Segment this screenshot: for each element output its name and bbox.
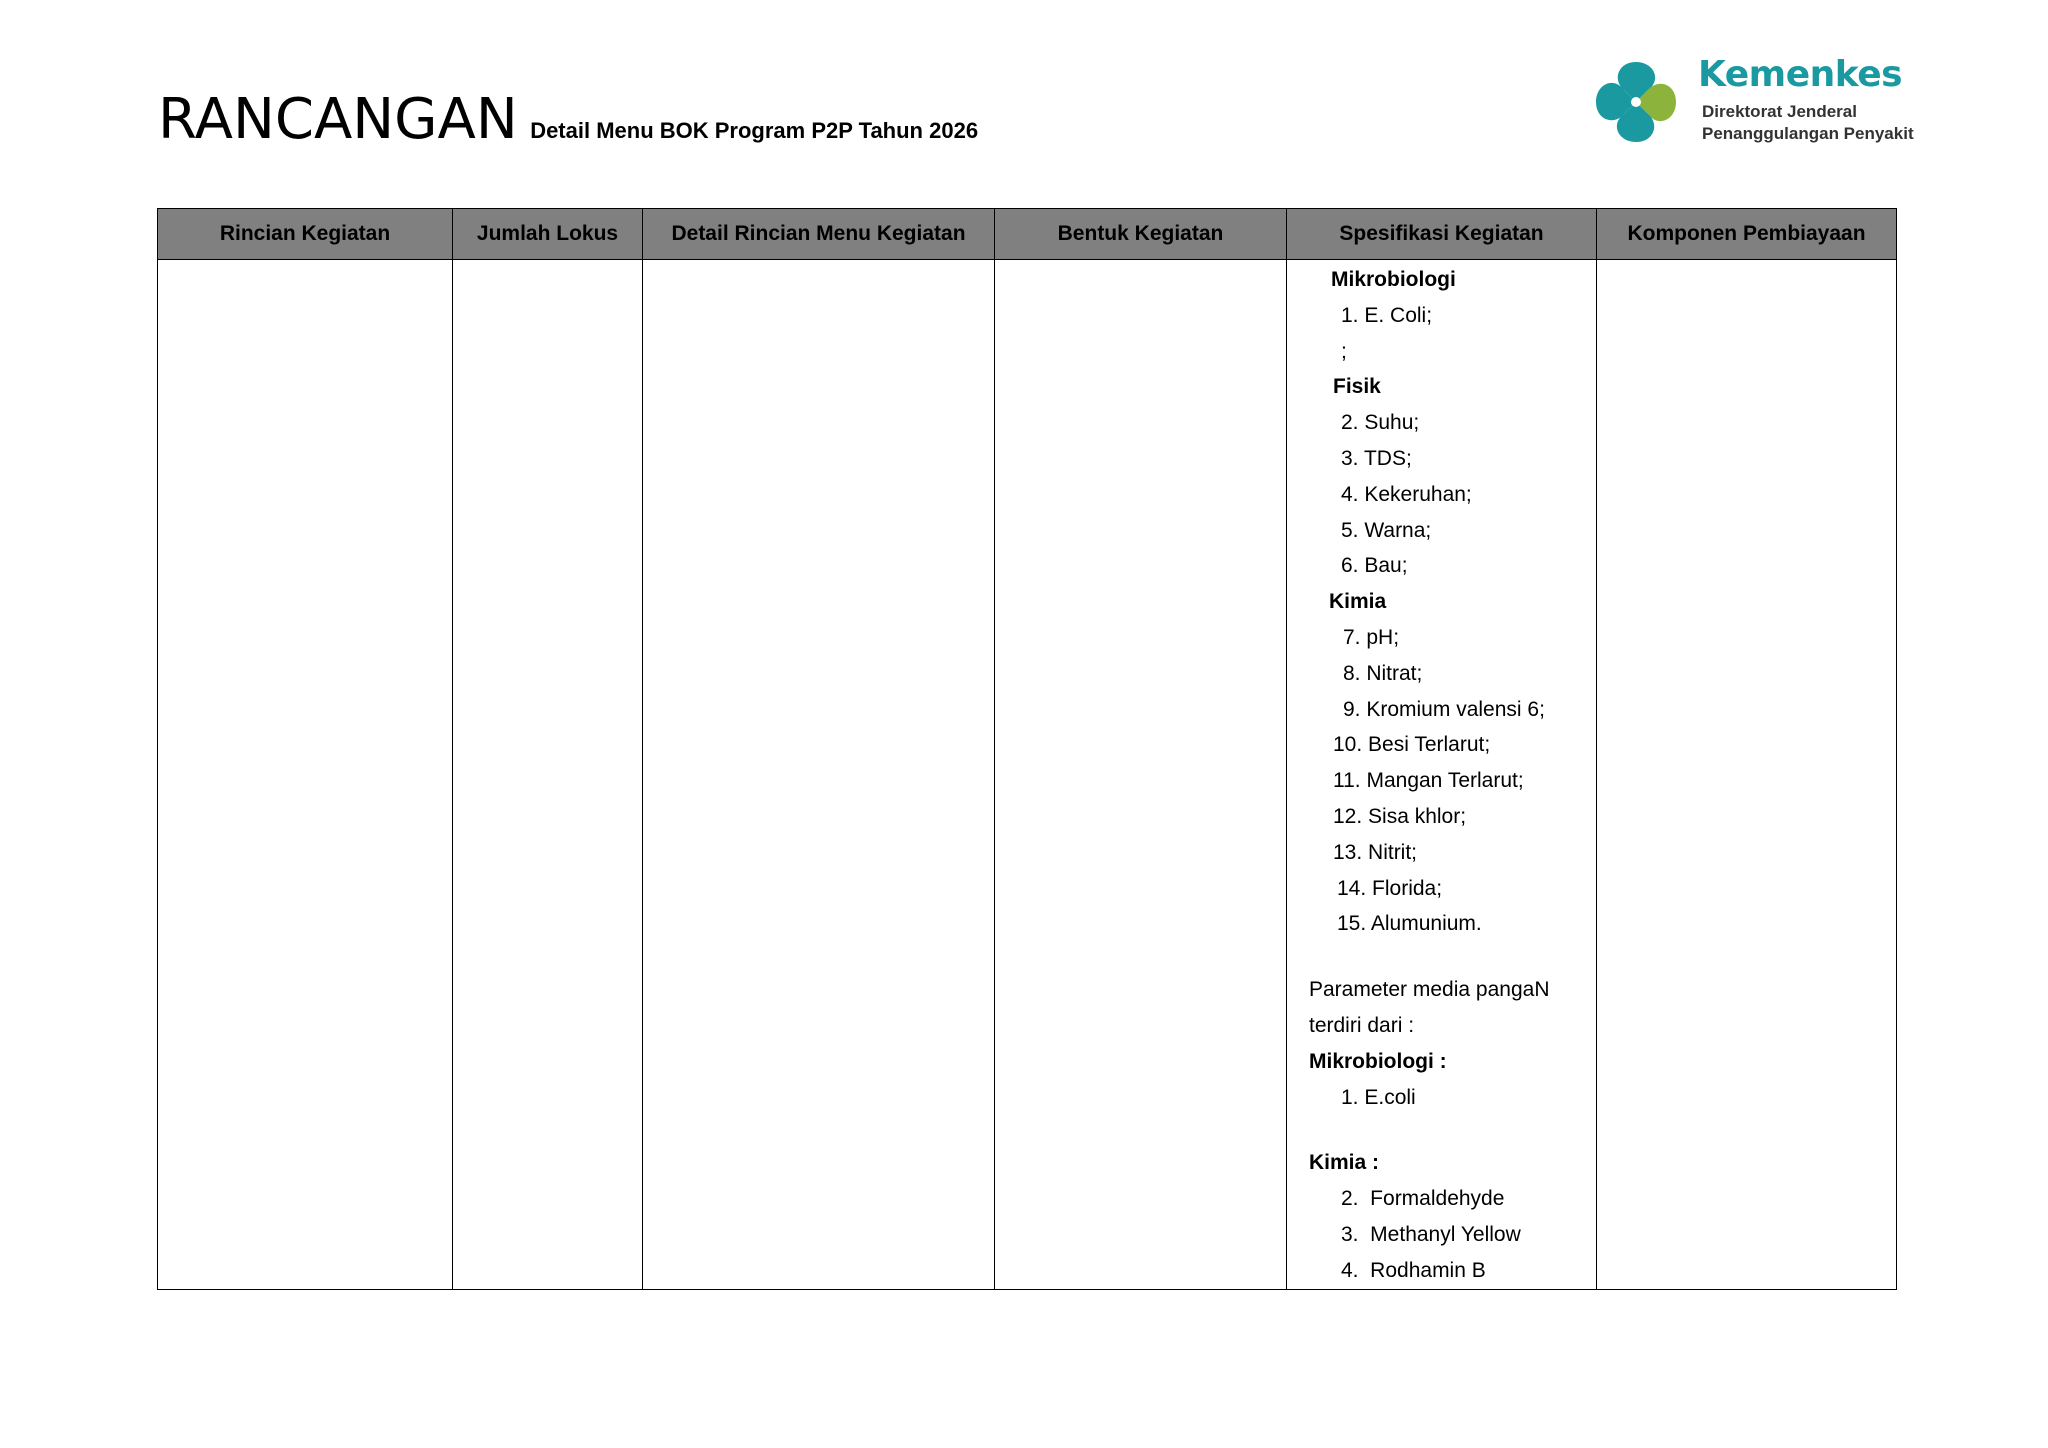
list-item: 15. Alumunium. <box>1337 912 1482 936</box>
table-header-row <box>158 209 1897 260</box>
page-title: RANCANGAN <box>158 87 518 152</box>
kimia-heading: Kimia <box>1329 590 1387 614</box>
list-item: 12. Sisa khlor; <box>1333 804 1467 828</box>
list-item: 5. Warna; <box>1341 518 1432 542</box>
fisik-heading: Fisik <box>1333 375 1381 399</box>
col-header-jumlah-lokus: Jumlah Lokus <box>453 209 643 260</box>
cell-komponen-pembiayaan <box>1597 260 1897 1290</box>
document-title-block <box>158 87 979 152</box>
list-item: 4. Kekeruhan; <box>1341 482 1472 506</box>
mikrobiologi-heading: Mikrobiologi <box>1331 268 1456 291</box>
pangan-mikrobiologi-heading: Mikrobiologi : <box>1309 1049 1447 1073</box>
col-header-rincian-kegiatan: Rincian Kegiatan <box>158 209 453 260</box>
page-subtitle: Detail Menu BOK Program P2P Tahun 2026 <box>530 118 979 143</box>
list-item: 7. pH; <box>1343 625 1400 649</box>
kemenkes-logo <box>1590 52 1950 152</box>
list-item: 1. E. Coli; <box>1341 303 1433 327</box>
list-item: ; <box>1341 339 1347 363</box>
col-header-spesifikasi-kegiatan: Spesifikasi Kegiatan <box>1287 209 1597 260</box>
table-row <box>158 260 1897 1290</box>
list-item: 8. Nitrat; <box>1343 661 1423 685</box>
pangan-kimia-heading: Kimia : <box>1309 1151 1380 1175</box>
kemenkes-emblem-icon <box>1590 56 1682 148</box>
pangan-intro-line1 <box>1287 972 1596 1008</box>
logo-subtitle-line1: Direktorat Jenderal <box>1702 102 1857 121</box>
list-item: 14. Florida; <box>1337 876 1443 900</box>
list-item: 11. Mangan Terlarut; <box>1333 769 1524 793</box>
list-item: 4. Rodhamin B <box>1341 1258 1486 1282</box>
cell-spesifikasi-kegiatan <box>1287 260 1597 1290</box>
col-header-detail-rincian-menu: Detail Rincian Menu Kegiatan <box>643 209 995 260</box>
cell-bentuk-kegiatan <box>995 260 1287 1290</box>
col-header-bentuk-kegiatan: Bentuk Kegiatan <box>995 209 1287 260</box>
list-item: 2. Formaldehyde <box>1341 1187 1505 1211</box>
logo-subtitle-line2: Penanggulangan Penyakit <box>1702 124 1914 143</box>
logo-brand-text: Kemenkes <box>1698 54 1903 95</box>
list-item: 13. Nitrit; <box>1333 840 1418 864</box>
col-header-komponen-pembiayaan: Komponen Pembiayaan <box>1597 209 1897 260</box>
list-item: 2. Suhu; <box>1341 411 1420 435</box>
cell-detail-rincian-menu <box>643 260 995 1290</box>
activity-detail-table <box>157 208 1897 1290</box>
cell-rincian-kegiatan <box>158 260 453 1290</box>
pangan-intro-n: N <box>1534 978 1550 1002</box>
list-item: 3. TDS; <box>1341 446 1412 470</box>
list-item: 3. Methanyl Yellow <box>1341 1222 1521 1246</box>
list-item: 1. E.coli <box>1341 1085 1416 1109</box>
list-item: 10. Besi Terlarut; <box>1333 733 1491 757</box>
list-item: 9. Kromium valensi 6; <box>1343 697 1545 721</box>
list-item: 6. Bau; <box>1341 554 1408 578</box>
cell-jumlah-lokus <box>453 260 643 1290</box>
pangan-intro-text: Parameter media panga <box>1309 978 1535 1002</box>
pangan-intro-line2: terdiri dari : <box>1309 1013 1415 1037</box>
spesifikasi-content <box>1287 260 1596 1289</box>
